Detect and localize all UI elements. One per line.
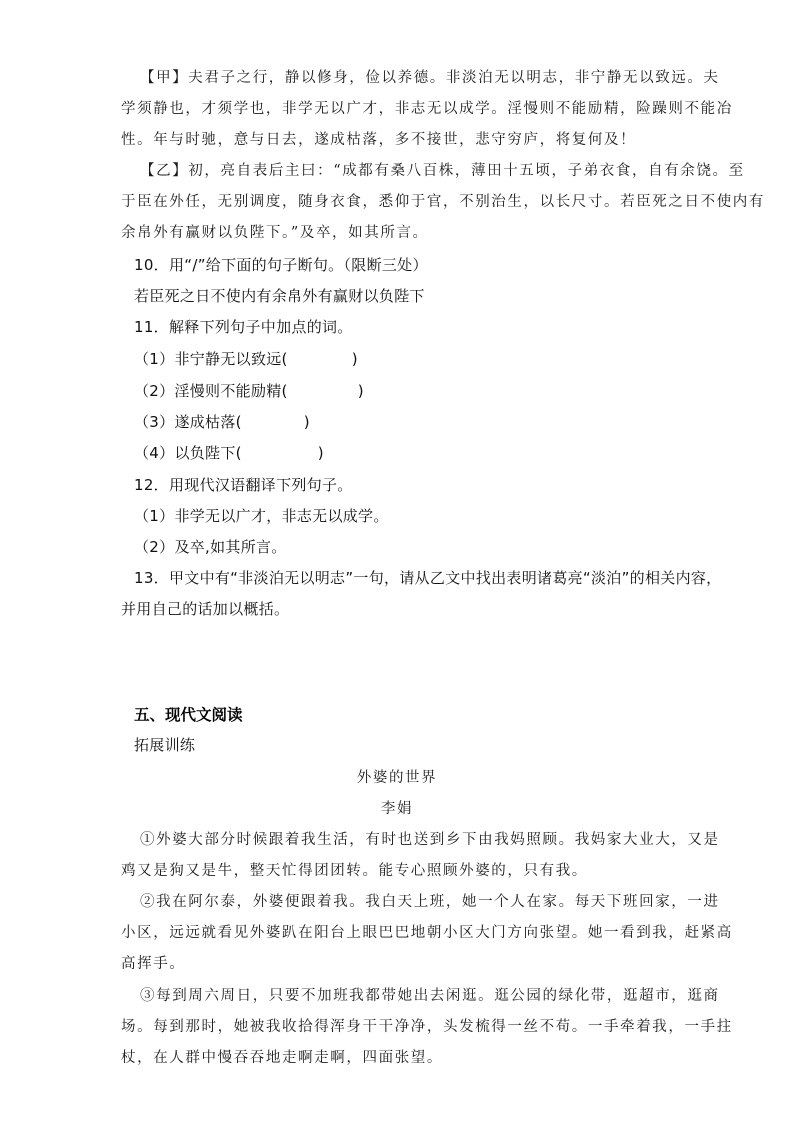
passage-yi-line-1: 【乙】初，亮自表后主曰：“成都有桑八百株，薄田十五顷，子弟衣食，自有余饶。至 xyxy=(140,163,745,179)
paragraph-1-line-1: ①外婆大部分时候跟着我生活，有时也送到乡下由我妈照顾。我妈家大业大，又是 xyxy=(140,832,720,848)
paragraph-2-line-3: 高挥手。 xyxy=(121,956,186,972)
passage-jia-line-3: 性。年与时驰，意与日去，遂成枯落，多不接世，悲守穷庐，将复何及！ xyxy=(121,132,637,148)
passage-jia-line-2: 学须静也，才须学也，非学无以广才，非志无以成学。淫慢则不能励精，险躁则不能冶 xyxy=(121,101,733,117)
passage-yi-line-2: 于臣在外任，无别调度，随身衣食，悉仰于官，不别治生，以长尺寸。若臣死之日不使内有 xyxy=(121,194,765,210)
passage-jia-line-1: 【甲】夫君子之行，静以修身，俭以养德。非淡泊无以明志，非宁静无以致远。夫 xyxy=(140,70,720,86)
paragraph-3-line-3: 杖，在人群中慢吞吞地走啊走啊，四面张望。 xyxy=(121,1050,443,1066)
question-11-item-3: （3）遂成枯落( ) xyxy=(134,413,310,431)
question-12-title: 12．用现代汉语翻译下列句子。 xyxy=(134,476,353,494)
article-title: 外婆的世界 xyxy=(356,770,438,786)
question-10-sentence: 若臣死之日不使内有余帛外有赢财以负陛下 xyxy=(134,287,425,305)
question-11-item-2: （2）淫慢则不能励精( ) xyxy=(134,382,364,400)
article-author: 李娟 xyxy=(380,801,414,817)
passage-yi-line-3: 余帛外有赢财以负陛下。”及卒，如其所言。 xyxy=(121,225,429,241)
question-10-title: 10．用“/”给下面的句子断句。（限断三处） xyxy=(134,256,428,274)
question-12-item-1: （1）非学无以广才，非志无以成学。 xyxy=(134,507,389,525)
section-5-subheading: 拓展训练 xyxy=(134,736,196,754)
question-11-title: 11．解释下列句子中加点的词。 xyxy=(134,318,353,336)
paragraph-3-line-1: ③每到周六周日，只要不加班我都带她出去闲逛。逛公园的绿化带，逛超市，逛商 xyxy=(140,988,720,1004)
question-12-item-2: （2）及卒,如其所言。 xyxy=(134,538,287,556)
question-11-item-4: （4）以负陛下( ) xyxy=(134,444,324,462)
paragraph-2-line-1: ②我在阿尔泰，外婆便跟着我。我白天上班，她一个人在家。每天下班回家，一进 xyxy=(140,894,720,910)
paragraph-3-line-2: 场。每到那时，她被我收拾得浑身干干净净，头发梳得一丝不苟。一手牵着我，一手拄 xyxy=(121,1019,733,1035)
question-11-item-1: （1）非宁静无以致远( ) xyxy=(134,350,358,368)
question-13-line-1: 13．甲文中有“非淡泊无以明志”一句，请从乙文中找出表明诸葛亮“淡泊”的相关内容， xyxy=(134,569,722,587)
section-5-heading: 五、现代文阅读 xyxy=(134,706,243,724)
question-13-line-2: 并用自己的话加以概括。 xyxy=(121,600,290,618)
paragraph-1-line-2: 鸡又是狗又是牛，整天忙得团团转。能专心照顾外婆的，只有我。 xyxy=(121,863,588,879)
paragraph-2-line-2: 小区，远远就看见外婆趴在阳台上眼巴巴地朝小区大门方向张望。她一看到我，赶紧高 xyxy=(121,925,733,941)
